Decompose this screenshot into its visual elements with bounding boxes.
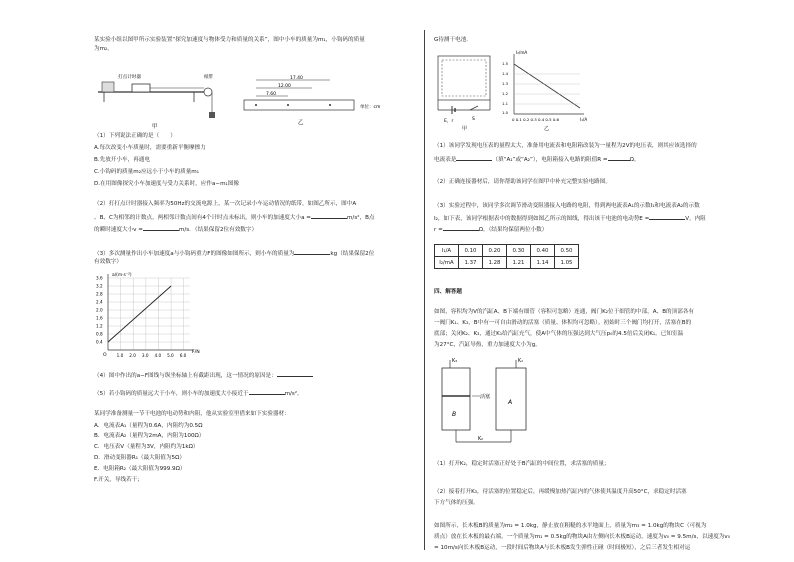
- equipment-f: F.开关，导线若干；: [94, 477, 143, 483]
- cart-apparatus: [98, 82, 215, 118]
- option-d: D.在用图像探究小车加速度与受力关系时，应作a−m₁图像: [94, 181, 239, 187]
- y-tick-label: 2.4: [96, 299, 103, 305]
- question-2-line-2: [94, 212, 375, 223]
- r3-text-3b: Ω。（结果均保留两位小数）: [478, 227, 548, 233]
- board-problem-line-1: 如图所示，长木板B的质量为m₂ = 1.0kg，静止放在粗糙的水平地面上，质量为m₃ = 1.0kg的物块C（可视为: [434, 523, 707, 529]
- answer-blank[interactable]: [608, 154, 630, 161]
- valve-k1-label: K₁: [518, 359, 524, 364]
- question-2-line-3: [94, 224, 257, 235]
- q5-text: （5）若小钩码的质量远大于小车，则小车的加速度大小接近于: [94, 391, 249, 397]
- r3-text-3: r =: [434, 227, 443, 233]
- y-tick-label: 2.8: [96, 291, 103, 297]
- gas-problem-line-2: 一阀门K₁、K₃，B中有一可自由滑动的活塞（质量、体积均可忽略）。初始时三个阀门均打开，活塞在B的: [434, 320, 692, 326]
- cylinder-figure: [436, 356, 546, 452]
- r-question-1-line-2: [434, 154, 639, 165]
- table-cell: 0.30: [507, 245, 531, 257]
- timer-label: 打点计时器: [118, 75, 141, 80]
- question-1: （1）下列说法正确的是（ ）: [94, 133, 176, 139]
- option-b: B.先放开小车，再通电: [94, 157, 150, 163]
- table-cell: 0.40: [531, 245, 555, 257]
- intro-line-1: 某实验小组以图甲所示实验装置“探究加速度与物体受力和质量的关系”，图中小车的质量为m₁，小钩码的质量: [94, 37, 365, 43]
- x-tick-label: 4.0: [154, 353, 162, 358]
- answer-blank[interactable]: [143, 224, 179, 231]
- acceleration-force-chart: [94, 270, 204, 366]
- answer-blank[interactable]: [649, 213, 685, 220]
- q3-text: （3）多次测量作出小车加速度a与小钩码重力F的图像如图所示，则小车的质量为: [94, 251, 295, 257]
- piston-label: 活塞: [480, 394, 491, 400]
- answer-blank[interactable]: [311, 212, 347, 219]
- y-tick-label: 3.6: [96, 275, 103, 281]
- graph-y-tick: 1.5: [502, 61, 509, 66]
- fig-jia-label: 甲: [152, 124, 158, 130]
- r-question-3-line-2: [434, 213, 706, 224]
- fig-yi-label: 乙: [544, 126, 550, 132]
- question-5: [94, 388, 303, 399]
- equipment-b: B．电流表A₂（量程为2mA，内阻为100Ω）: [94, 433, 205, 439]
- r1-text-c: Ω。: [629, 157, 640, 163]
- graph-y-label: I₂/mA: [516, 50, 528, 55]
- r1-text: 电流表是: [434, 157, 457, 163]
- graph-y-tick: 1.3: [502, 81, 509, 86]
- paper-tape: [244, 80, 354, 110]
- table-cell: 0.10: [459, 245, 483, 257]
- r-question-1-line-1: （1）该同学发现电压表的量程太大，准备用电流表和电阻箱改装为一量程为2V的电压表，则其应该选择的: [434, 143, 697, 149]
- x-tick-label: 1.0: [116, 353, 124, 358]
- y-tick-label: 2.0: [96, 307, 103, 313]
- gas-question-1: （1）打开K₂，稳定时活塞正好处于B汽缸的中间位置，求活塞的质量；: [434, 461, 610, 467]
- graph-y-tick: 1.4: [502, 71, 509, 76]
- question-6-intro: 某同学准备测量一节干电池的电动势和内阻，他从实验室里借来如下实验器材：: [94, 411, 290, 417]
- cylinder-b-label: B: [452, 411, 457, 418]
- r3-text-b: V，内阻: [685, 216, 706, 222]
- question-3-line-2: 有效数字）: [94, 259, 122, 265]
- ruler-1: 7.60: [266, 92, 277, 97]
- current-graph: [514, 54, 584, 114]
- q2-tail: m/s．（结果保留2位有效数字）: [178, 227, 258, 233]
- r3-text: I₂，如下表，该同学根据表中的数据得到如图乙所示的图线，得出该干电池的电动势E =: [434, 216, 650, 222]
- r1-text-b: （填“A₁”或“A₂”），电阻箱接入电路的阻值R =: [492, 157, 608, 163]
- q4-text: （4）图中作出的a−F图线与纵坐标轴上有截距出现，这一情况的原因是：: [94, 373, 277, 379]
- graph-x-label: I₁/A: [580, 117, 588, 122]
- table-cell: 1.37: [459, 257, 483, 269]
- x-tick-label: 6.0: [179, 353, 187, 358]
- chart-tick-labels: [96, 276, 187, 359]
- valve-k2-label: K₂: [478, 437, 484, 442]
- equipment-c: C．电压表V（量程为3V，内阻约为1kΩ）: [94, 444, 199, 450]
- x-tick-label: 5.0: [167, 353, 174, 358]
- chart-origin: O: [103, 353, 107, 358]
- table-cell: 1.21: [507, 257, 531, 269]
- q2-text-3: 的瞬时速度大小v =: [94, 227, 143, 233]
- cylinder-a-label: A: [508, 399, 513, 406]
- table-cell: 1.28: [483, 257, 507, 269]
- gas-question-2-line-1: （2）接着打开K₃，待活塞的位置稳定后，再缓慢加热汽缸内的气体使其温度升高50°C，求稳定时活塞: [434, 489, 687, 495]
- equipment-a: A．电流表A₁（量程为0.6A，内阻约为0.5Ω: [94, 423, 203, 429]
- table-cell: I₂/mA: [435, 257, 459, 269]
- question-3-line-1: [94, 248, 374, 259]
- board-problem-line-3: = 10m/s向长木板B运动，一段时间后物块A与长木板B发生弹性正碰（时间极短），之后三者发生相对运: [434, 545, 691, 551]
- ruler-3: 17.40: [290, 76, 303, 81]
- circuit-source-label: E，r: [444, 119, 454, 124]
- y-tick-label: 0.8: [96, 331, 103, 337]
- fig-jia-label: 甲: [462, 126, 468, 132]
- y-tick-label: 0.4: [96, 339, 103, 345]
- table-cell: 1.14: [531, 257, 555, 269]
- table-row: [435, 245, 579, 257]
- board-problem-line-2: 质点）放在长木板的最右端。一个质量为m₁ = 0.5kg的物块A由左侧向长木板B运动，速度为v₀ = 9.5m/s，以速度为v₀: [434, 534, 730, 540]
- series-line: [108, 286, 171, 342]
- valve-k3-label: K₃: [452, 359, 458, 364]
- table-cell: 0.20: [483, 245, 507, 257]
- graph-y-tick: 1.2: [502, 91, 509, 96]
- graph-y-tick: 1.1: [502, 101, 509, 106]
- answer-blank[interactable]: [443, 224, 479, 231]
- table-row: [435, 257, 579, 269]
- option-c: C.小钩码的质量m₂应远小于小车的质量m₁: [94, 169, 199, 175]
- question-4: [94, 370, 313, 381]
- fig-yi-label: 乙: [298, 120, 304, 126]
- y-tick-label: 1.2: [96, 323, 103, 329]
- table-cell: 0.50: [555, 245, 579, 257]
- q2-unit: m/s²，B点: [346, 215, 375, 221]
- equipment-e: E．电阻箱R₂（最大阻值为999.9Ω）: [94, 466, 186, 472]
- r-question-3-line-3: [434, 224, 547, 235]
- ruler-2: 12.00: [278, 84, 291, 89]
- gas-problem-line-3: 底部；关闭K₂、K₃，通过K₁给汽缸充气，使A中气体的压强达到大气压p₀的4.5倍后关闭K₁。已知室温: [434, 331, 684, 337]
- answer-blank[interactable]: [294, 248, 330, 255]
- unit-label: 单位：cm: [360, 105, 381, 110]
- chart-axes: [108, 274, 194, 350]
- option-a: A.每次改变小车质量时，需要重新平衡摩擦力: [94, 145, 206, 151]
- y-tick-label: 3.2: [96, 283, 103, 289]
- graph-y-tick: 1.0: [502, 110, 509, 115]
- circuit-diagram: [438, 56, 490, 114]
- current-data-table: [434, 244, 579, 269]
- section-heading: 四、解答题: [434, 289, 462, 295]
- graph-x-ticks: 0 0.1 0.2 0.3 0.4 0.5 0.6: [512, 117, 560, 122]
- r-question-3-line-1: （3）实验过程中，该同学多次调节滑动变阻器接入电路的电阻，得到两电流表A₁的示数I₁和电流表A₂的示数: [434, 203, 700, 209]
- chart-series: [108, 286, 171, 342]
- r-question-2: （2）正确连接器材后，请你帮助该同学在图甲中补充完整实验电路图。: [434, 179, 611, 185]
- x-tick-label: 3.0: [141, 353, 149, 358]
- circuit-switch-label: S: [472, 117, 475, 122]
- tape-label: 纸带: [204, 75, 213, 80]
- gas-problem-line-4: 为27°C，汽缸导热，重力加速度大小为g。: [434, 342, 541, 348]
- battery-label: G待测干电池.: [434, 37, 469, 43]
- table-cell: 1.05: [555, 257, 579, 269]
- circuit-and-graph-figure: [434, 48, 766, 132]
- intro-line-2: 为m₂。: [94, 46, 113, 52]
- table-cell: I₁/A: [435, 245, 459, 257]
- chart-grid: [108, 278, 190, 350]
- equipment-d: D．滑动变阻器R₁（最大阻值为5Ω）: [94, 455, 185, 461]
- gas-problem-line-1: 如图，容积均为V的汽缸A、B下端有细管（容积可忽略）连通，阀门K₂位于细管的中部，A、B的顶部各有: [434, 309, 695, 315]
- answer-blank[interactable]: [456, 154, 492, 161]
- answer-blank[interactable]: [249, 388, 285, 395]
- q5-unit: m/s²。: [284, 391, 303, 397]
- y-tick-label: 1.6: [96, 315, 103, 321]
- chart-x-label: F/N: [192, 350, 200, 355]
- chart-y-label: a/(m·s⁻²): [112, 273, 132, 278]
- q2-text: 、B、C为相邻的计数点，两相邻计数点间有4个计时点未标出，则小车的加速度大小a =: [94, 215, 311, 221]
- answer-blank[interactable]: [277, 370, 313, 377]
- experiment-figure: [94, 68, 414, 130]
- gas-question-2-line-2: 下方气体的压强。: [434, 500, 479, 506]
- x-tick-label: 2.0: [129, 353, 136, 358]
- q3-unit: kg（结果保留2位: [330, 251, 375, 257]
- column-divider: [424, 30, 425, 550]
- question-2-line-1: （2）打打点计时器接入频率为50Hz的交流电源上，某一次记录小车运动情况的纸带，如图乙所示，图中A: [94, 201, 357, 207]
